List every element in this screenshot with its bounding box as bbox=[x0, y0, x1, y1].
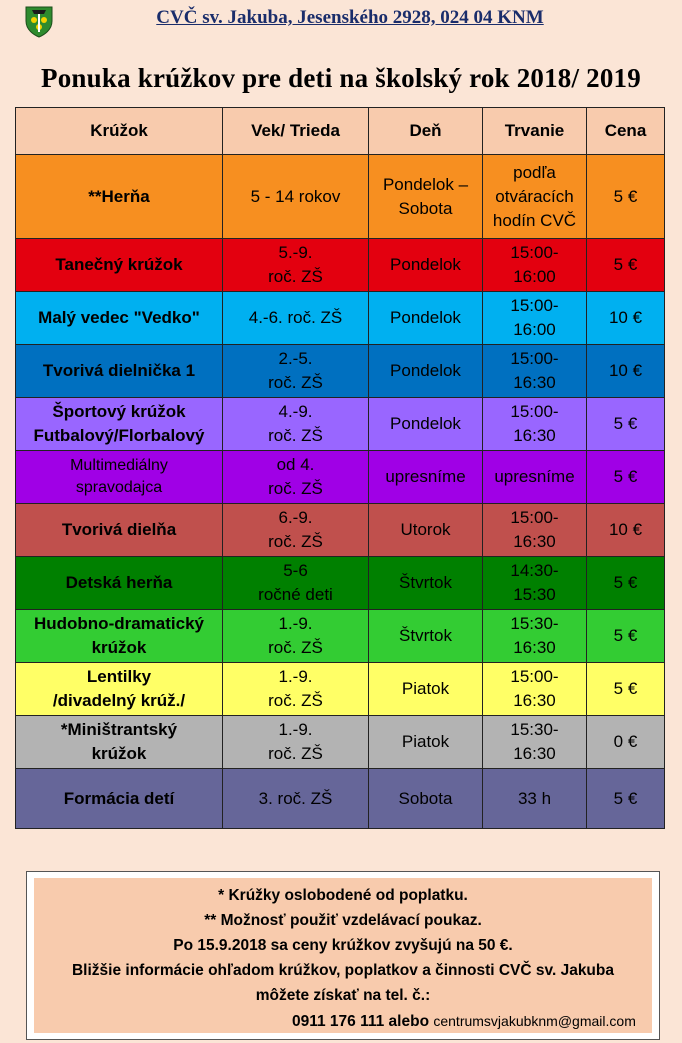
day bbox=[369, 769, 483, 829]
activity-name-line: Futbalový/Florbalový bbox=[33, 426, 205, 445]
column-header: Vek/ Trieda bbox=[223, 108, 369, 155]
table-body bbox=[16, 155, 665, 829]
age-group-line: 3. roč. ZŠ bbox=[258, 788, 333, 808]
price bbox=[587, 155, 665, 239]
age-group-line: 1.-9. bbox=[278, 614, 313, 633]
activity-name-line: spravodajca bbox=[75, 479, 163, 496]
price-line: 5 € bbox=[613, 573, 638, 592]
day bbox=[369, 398, 483, 451]
day-line: Pondelok bbox=[390, 255, 461, 274]
duration-line: 15:00- bbox=[510, 667, 559, 686]
table-row bbox=[16, 769, 665, 829]
age-group bbox=[223, 769, 369, 829]
activity-name bbox=[16, 292, 223, 345]
schedule-table bbox=[15, 107, 665, 829]
table-row bbox=[16, 398, 665, 451]
duration-line: 15:00- bbox=[510, 243, 559, 262]
duration bbox=[483, 398, 587, 451]
price bbox=[587, 663, 665, 716]
duration-line: otváracích bbox=[495, 186, 574, 206]
duration bbox=[483, 345, 587, 398]
activity-name-line: Tvorivá dielnička 1 bbox=[42, 361, 196, 380]
note-more-info: Bližšie informácie ohľadom krúžkov, poplatkov a činnosti CVČ sv. Jakuba bbox=[71, 962, 614, 979]
table-row bbox=[16, 292, 665, 345]
duration-line: 16:00 bbox=[513, 320, 556, 339]
activity-name bbox=[16, 451, 223, 504]
duration-line: 16:30 bbox=[513, 532, 556, 551]
duration-line: 16:30 bbox=[513, 744, 556, 763]
duration bbox=[483, 504, 587, 557]
price bbox=[587, 239, 665, 292]
day-line: Štvrtok bbox=[399, 626, 452, 645]
duration-line: 15:30- bbox=[510, 720, 559, 739]
day-line: Sobota bbox=[398, 788, 453, 808]
duration bbox=[483, 557, 587, 610]
price bbox=[587, 557, 665, 610]
email-address: centrumsvjakubknm@gmail.com bbox=[433, 1013, 636, 1029]
day-line: Pondelok bbox=[390, 308, 461, 327]
activity-name-line: Multimediálny bbox=[70, 457, 168, 474]
activity-name bbox=[16, 504, 223, 557]
duration-line: 15:30- bbox=[510, 614, 559, 633]
age-group bbox=[223, 292, 369, 345]
table-row bbox=[16, 451, 665, 504]
price-line: 5 € bbox=[613, 788, 638, 808]
age-group-line: 5.-9. bbox=[278, 243, 313, 262]
day bbox=[369, 716, 483, 769]
activity-name-line: /divadelný krúž./ bbox=[52, 691, 186, 710]
age-group-line: 6.-9. bbox=[278, 508, 313, 527]
price bbox=[587, 610, 665, 663]
age-group bbox=[223, 716, 369, 769]
day bbox=[369, 663, 483, 716]
activity-name bbox=[16, 557, 223, 610]
organization-address: CVČ sv. Jakuba, Jesenského 2928, 024 04 KNM bbox=[156, 7, 544, 28]
age-group-line: roč. ZŠ bbox=[268, 744, 323, 763]
age-group-line: roč. ZŠ bbox=[268, 691, 323, 710]
day-line: Utorok bbox=[400, 520, 451, 539]
activity-name-line: Tvorivá dielňa bbox=[61, 520, 177, 539]
duration bbox=[483, 292, 587, 345]
duration-line: upresníme bbox=[494, 467, 575, 486]
duration-line: 14:30- bbox=[510, 561, 559, 580]
price-line: 10 € bbox=[608, 520, 643, 539]
age-group-line: 1.-9. bbox=[278, 720, 313, 739]
activity-name bbox=[16, 610, 223, 663]
activity-name-line: krúžok bbox=[91, 638, 147, 657]
price bbox=[587, 451, 665, 504]
day bbox=[369, 292, 483, 345]
age-group bbox=[223, 557, 369, 610]
day-line: Sobota bbox=[398, 198, 453, 218]
age-group bbox=[223, 345, 369, 398]
day-line: Pondelok bbox=[390, 361, 461, 380]
table-row bbox=[16, 239, 665, 292]
duration-line: 16:00 bbox=[513, 267, 556, 286]
day bbox=[369, 239, 483, 292]
day bbox=[369, 504, 483, 557]
duration-line: 15:00- bbox=[510, 349, 559, 368]
info-box-inner bbox=[34, 878, 652, 1033]
duration bbox=[483, 155, 587, 239]
duration-line: hodín CVČ bbox=[492, 210, 577, 230]
activity-name-line: Športový krúžok bbox=[52, 402, 186, 421]
duration-line: 15:00- bbox=[510, 508, 559, 527]
activity-name-line: Malý vedec "Vedko" bbox=[38, 308, 200, 327]
contact-line bbox=[292, 1013, 636, 1031]
info-box bbox=[26, 871, 660, 1040]
phone-number: 0911 176 111 alebo bbox=[292, 1013, 430, 1030]
duration-line: 16:30 bbox=[513, 373, 556, 392]
page-title: Ponuka krúžkov pre deti na školský rok 2018/ 2019 bbox=[41, 63, 641, 93]
table-row bbox=[16, 663, 665, 716]
price bbox=[587, 504, 665, 557]
age-group-line: od 4. bbox=[276, 455, 315, 474]
age-group bbox=[223, 451, 369, 504]
duration-line: 33 h bbox=[517, 788, 552, 808]
age-group-line: ročné deti bbox=[258, 585, 333, 604]
day bbox=[369, 155, 483, 239]
age-group-line: roč. ZŠ bbox=[268, 479, 323, 498]
table-row bbox=[16, 345, 665, 398]
note-price-increase: Po 15.9.2018 sa ceny krúžkov zvyšujú na 50 €. bbox=[173, 937, 513, 954]
age-group bbox=[223, 504, 369, 557]
activity-name-line: Formácia detí bbox=[63, 788, 175, 808]
table-row bbox=[16, 155, 665, 239]
page-header bbox=[0, 0, 682, 40]
column-header: Krúžok bbox=[16, 108, 223, 155]
price bbox=[587, 292, 665, 345]
price-line: 0 € bbox=[613, 732, 638, 751]
column-header: Cena bbox=[587, 108, 665, 155]
activity-name bbox=[16, 716, 223, 769]
duration-line: 15:00- bbox=[510, 296, 559, 315]
duration bbox=[483, 769, 587, 829]
age-group bbox=[223, 239, 369, 292]
table-row bbox=[16, 716, 665, 769]
note-voucher: ** Možnosť použiť vzdelávací poukaz. bbox=[204, 912, 482, 929]
age-group-line: roč. ZŠ bbox=[268, 373, 323, 392]
price-line: 10 € bbox=[608, 308, 643, 327]
age-group-line: roč. ZŠ bbox=[268, 267, 323, 286]
duration bbox=[483, 239, 587, 292]
note-contact: môžete získať na tel. č.: bbox=[255, 987, 431, 1004]
activity-name-line: Lentilky bbox=[86, 667, 152, 686]
day-line: Štvrtok bbox=[399, 573, 452, 592]
table-header-row bbox=[16, 108, 665, 155]
price bbox=[587, 716, 665, 769]
activity-name bbox=[16, 155, 223, 239]
duration-line: 15:30 bbox=[513, 585, 556, 604]
activity-name-line: **Herňa bbox=[88, 186, 150, 206]
price-line: 5 € bbox=[613, 467, 638, 486]
activity-name-line: Detská herňa bbox=[65, 573, 173, 592]
price bbox=[587, 769, 665, 829]
age-group-line: 4.-9. bbox=[278, 402, 313, 421]
activity-name bbox=[16, 769, 223, 829]
age-group-line: roč. ZŠ bbox=[268, 426, 323, 445]
duration-line: 15:00- bbox=[510, 402, 559, 421]
age-group-line: roč. ZŠ bbox=[268, 638, 323, 657]
price bbox=[587, 398, 665, 451]
age-group-line: 4.-6. roč. ZŠ bbox=[248, 308, 343, 327]
coat-of-arms-icon bbox=[22, 4, 56, 38]
age-group-line: roč. ZŠ bbox=[268, 532, 323, 551]
price-line: 5 € bbox=[613, 186, 638, 206]
day bbox=[369, 345, 483, 398]
age-group-line: 1.-9. bbox=[278, 667, 313, 686]
day-line: Piatok bbox=[401, 679, 450, 698]
day-line: upresníme bbox=[385, 467, 466, 486]
age-group bbox=[223, 610, 369, 663]
table-row bbox=[16, 504, 665, 557]
duration bbox=[483, 451, 587, 504]
column-header: Deň bbox=[369, 108, 483, 155]
activity-name-line: krúžok bbox=[91, 744, 147, 763]
age-group-line: 5-6 bbox=[283, 561, 308, 580]
activity-name bbox=[16, 398, 223, 451]
price bbox=[587, 345, 665, 398]
duration-line: 16:30 bbox=[513, 691, 556, 710]
age-group-line: 5 - 14 rokov bbox=[250, 186, 341, 206]
price-line: 5 € bbox=[613, 414, 638, 433]
column-header: Trvanie bbox=[483, 108, 587, 155]
age-group-line: 2.-5. bbox=[278, 349, 313, 368]
day-line: Pondelok – bbox=[382, 174, 469, 194]
activity-name bbox=[16, 239, 223, 292]
age-group bbox=[223, 398, 369, 451]
activity-name bbox=[16, 663, 223, 716]
age-group bbox=[223, 663, 369, 716]
price-line: 10 € bbox=[608, 361, 643, 380]
activity-name-line: Hudobno-dramatický bbox=[33, 614, 205, 633]
note-free: * Krúžky oslobodené od poplatku. bbox=[218, 887, 468, 904]
age-group bbox=[223, 155, 369, 239]
duration bbox=[483, 663, 587, 716]
day-line: Piatok bbox=[401, 732, 450, 751]
activity-name-line: Tanečný krúžok bbox=[55, 255, 183, 274]
duration-line: podľa bbox=[513, 162, 556, 182]
duration-line: 16:30 bbox=[513, 638, 556, 657]
price-line: 5 € bbox=[613, 679, 638, 698]
day bbox=[369, 610, 483, 663]
duration-line: 16:30 bbox=[513, 426, 556, 445]
price-line: 5 € bbox=[613, 626, 638, 645]
day bbox=[369, 557, 483, 610]
day-line: Pondelok bbox=[390, 414, 461, 433]
activity-name bbox=[16, 345, 223, 398]
day bbox=[369, 451, 483, 504]
duration bbox=[483, 610, 587, 663]
duration bbox=[483, 716, 587, 769]
table-row bbox=[16, 610, 665, 663]
price-line: 5 € bbox=[613, 255, 638, 274]
activity-name-line: *Miništrantský bbox=[60, 720, 178, 739]
table-row bbox=[16, 557, 665, 610]
